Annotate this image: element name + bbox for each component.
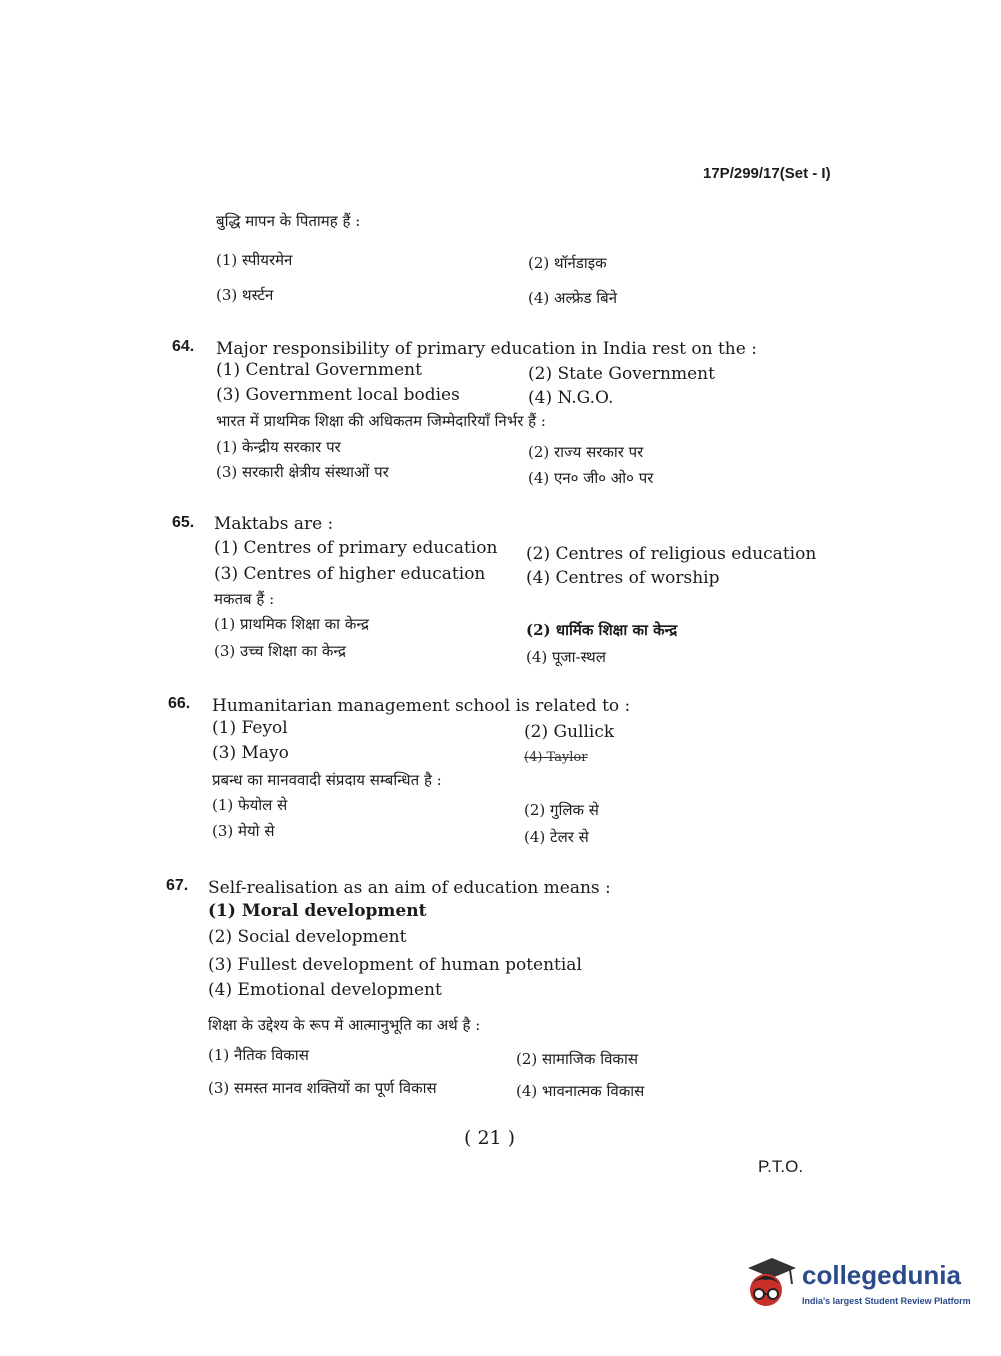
q64-option-4-hi: (4) एन० जी० ओ० पर (528, 469, 654, 487)
q66-option-4-hi: (4) टेलर से (524, 828, 589, 846)
q65-number: 65. (172, 514, 195, 531)
q65-option-4-hi: (4) पूजा-स्थल (526, 648, 606, 666)
q63-option-1-hi: (1) स्पीयरमेन (216, 251, 293, 269)
q67-number: 67. (166, 877, 189, 894)
q65-option-2-en: (2) Centres of religious education (526, 544, 817, 564)
pto-label: P.T.O. (758, 1157, 804, 1176)
q67-option-1-en: (1) Moral development (208, 901, 427, 921)
q64-number: 64. (172, 338, 195, 355)
brand-name: collegedunia (802, 1260, 961, 1290)
q64-question-hi: भारत में प्राथमिक शिक्षा की अधिकतम जिम्मेदारियाँ निर्भर हैं : (216, 412, 546, 430)
q65-option-1-en: (1) Centres of primary education (214, 538, 498, 558)
q65-option-1-hi: (1) प्राथमिक शिक्षा का केन्द्र (214, 615, 369, 633)
q66-option-3-en: (3) Mayo (212, 743, 289, 763)
q66-option-3-hi: (3) मेयो से (212, 822, 275, 840)
brand-tagline: India's largest Student Review Platform (802, 1296, 971, 1306)
q64-option-1-en: (1) Central Government (216, 360, 422, 380)
q66-question-en: Humanitarian management school is related to : (212, 696, 631, 716)
q66-option-4-en: (4) Taylor (524, 750, 588, 765)
q67-option-3-hi: (3) समस्त मानव शक्तियों का पूर्ण विकास (208, 1079, 437, 1097)
q65-option-4-en: (4) Centres of worship (526, 568, 720, 588)
q64-option-4-en: (4) N.G.O. (528, 388, 614, 408)
q64-question-en: Major responsibility of primary education in India rest on the : (216, 339, 757, 359)
q64-option-2-hi: (2) राज्य सरकार पर (528, 443, 644, 461)
q66-option-1-en: (1) Feyol (212, 718, 288, 738)
q67-option-4-en: (4) Emotional development (208, 980, 442, 1000)
q65-option-2-hi: (2) धार्मिक शिक्षा का केन्द्र (526, 621, 678, 639)
q66-option-1-hi: (1) फेयोल से (212, 796, 288, 814)
q67-question-hi: शिक्षा के उद्देश्य के रूप में आत्मानुभूति का अर्थ है : (208, 1016, 481, 1034)
q67-option-3-en: (3) Fullest development of human potential (208, 955, 582, 975)
q63-question-hi: बुद्धि मापन के पितामह हैं : (216, 212, 361, 230)
q64-option-3-en: (3) Government local bodies (216, 385, 460, 405)
q66-question-hi: प्रबन्ध का मानववादी संप्रदाय सम्बन्धित है : (212, 771, 442, 789)
q64-option-2-en: (2) State Government (528, 364, 715, 384)
page-number: ( 21 ) (464, 1127, 516, 1149)
q63-option-4-hi: (4) अल्फ्रेड बिने (528, 289, 618, 307)
q64-option-3-hi: (3) सरकारी क्षेत्रीय संस्थाओं पर (216, 463, 389, 481)
q63-option-2-hi: (2) थॉर्नडाइक (528, 254, 607, 272)
q66-option-2-hi: (2) गुलिक से (524, 801, 599, 819)
q65-option-3-hi: (3) उच्च शिक्षा का केन्द्र (214, 642, 346, 660)
collegedunia-watermark (742, 1254, 972, 1314)
q66-number: 66. (168, 695, 191, 712)
q67-question-en: Self-realisation as an aim of education means : (208, 878, 611, 898)
paper-code: 17P/299/17(Set - I) (703, 165, 831, 182)
q65-question-hi: मकतब हैं : (214, 590, 275, 608)
q67-option-2-en: (2) Social development (208, 927, 407, 947)
q65-option-3-en: (3) Centres of higher education (214, 564, 486, 584)
q66-option-2-en: (2) Gullick (524, 722, 615, 742)
q63-option-3-hi: (3) थर्स्टन (216, 286, 274, 304)
q64-option-1-hi: (1) केन्द्रीय सरकार पर (216, 438, 341, 456)
q67-option-2-hi: (2) सामाजिक विकास (516, 1050, 638, 1068)
q67-option-1-hi: (1) नैतिक विकास (208, 1046, 309, 1064)
mascot-icon (742, 1254, 798, 1312)
q67-option-4-hi: (4) भावनात्मक विकास (516, 1082, 645, 1100)
q65-question-en: Maktabs are : (214, 514, 334, 534)
